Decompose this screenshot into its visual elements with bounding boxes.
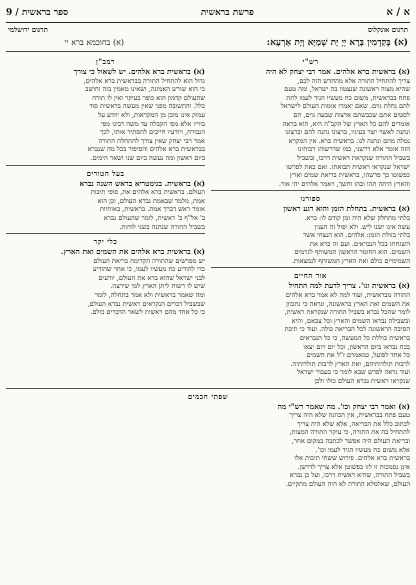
text-line: בשביל התורה שנתנה בשני לוחות. bbox=[119, 222, 205, 231]
text-line: שיש לו רשות ליתן הארץ למי שירצה. bbox=[110, 282, 205, 291]
text-line: כל אחד לפועל, כמאמרם ז"ל את השמים bbox=[306, 351, 410, 360]
section-divider bbox=[6, 165, 205, 166]
commentary-column-right bbox=[211, 54, 410, 386]
header-rule bbox=[6, 22, 410, 23]
text-line: ישראל שנקראו ראשית תבואתו. ואם באת לפרשו bbox=[286, 162, 410, 171]
ramban-title: רמב"ן bbox=[96, 57, 115, 66]
text-line: (א) בראשית וגו'. צריך לדעת למה התחיל bbox=[288, 282, 410, 291]
text-line: לסטים אתם שכבשתם ארצות שבעה גוים, הם bbox=[293, 110, 410, 119]
book-page-number: ספר בראשית / 9 bbox=[6, 7, 69, 18]
ramban-block bbox=[6, 68, 205, 163]
rashi-title: רש"י bbox=[302, 57, 319, 66]
baal-haturim-title: בעל הטורים bbox=[86, 168, 125, 178]
text-line: הגבורה, ויודעיו חייבים להסתיר אותו, לכך bbox=[100, 128, 205, 137]
text-line: כדי להודיע כח מעשיו לעמו, כי אחר שהודיע bbox=[92, 265, 205, 274]
text-line: שבשביל דברים הנקראים ראשית נברא העולם, bbox=[87, 299, 205, 308]
rashi-block bbox=[211, 68, 410, 188]
text-line: לכתוב כלל את הבריאה, אלא שלא היה צריך bbox=[297, 419, 410, 428]
section-divider bbox=[6, 388, 410, 389]
text-line: להם נחלת גוים. שאם יאמרו אומות העולם לישראל bbox=[280, 102, 410, 111]
text-line: אומרים להם כל הארץ של הקב"ה היא, הוא בראה bbox=[282, 119, 410, 128]
text-line: בכח נבראו ביום הראשון, וכל יום ויום יצאו bbox=[303, 342, 410, 351]
text-line: שנקראו ראשית נברא העולם כולו ולכן bbox=[314, 377, 410, 385]
yerushalmi-title: תרגום ירושלמי bbox=[8, 25, 48, 34]
commentary-column-left bbox=[6, 54, 205, 386]
text-line: גדול הוא להתחיל התורה בבראשית ברא אלהים, bbox=[83, 76, 205, 85]
text-line: ב' אל"ף ב' ראשית, לומר שהעולם נברא bbox=[103, 213, 205, 222]
yerushalmi-text: (א) בחוכמא ברא יי bbox=[64, 37, 124, 47]
text-line: עשה אינו ישנו ליש. ולא יפול זה הענין bbox=[314, 222, 410, 231]
text-line: לבני ישראל שהוא ברא את העולם, יודעים bbox=[98, 273, 205, 282]
page-header bbox=[6, 4, 410, 20]
targum-text-row bbox=[6, 35, 410, 49]
text-line: בלתי מתחלק שלא היה זמן קודם לו: ברא. bbox=[304, 213, 410, 222]
onkelos-text: (א) בְּקַדְמִין בְּרָא יְיָ יָת שְׁמַיָּא וְיָת אַרְעָא: bbox=[266, 37, 408, 48]
text-line: (א) בראשית ברא אלהים. אמר רבי יצחק לא היה bbox=[265, 68, 410, 76]
text-line: העולם, שאלמלא התורה לא היה העולם מתקיים. bbox=[285, 479, 410, 488]
text-line: התורה מבראשית, ועוד למה לא אמר ברא אלהים bbox=[285, 291, 410, 300]
sforno-title: ספורנו bbox=[300, 194, 321, 204]
kli-yakar-block bbox=[6, 248, 205, 317]
text-line: בלתי בזולת הזמן: אלהים. הוא הנצחי אשר bbox=[303, 231, 410, 240]
text-line: השמימיים כולם ואת הארץ המשותף לנמצאות. bbox=[291, 256, 410, 265]
text-line: הסיבה הראשונה לכל הבריאה כולה. ועוד כי תיבת bbox=[284, 325, 410, 334]
text-line: כי כל אחד מהם ראשית לשאר הדברים כולם. bbox=[90, 308, 205, 317]
text-line: בוריו אלא מפי הקבלה עד משה רבינו מפי bbox=[101, 119, 205, 128]
text-line: הזה אומר אלא דרשני, כמו שדרשוהו רבותינו bbox=[297, 145, 410, 154]
text-line: לרבות תולדותיהם, ואת הארץ לרבות תולדותיה. bbox=[290, 359, 410, 368]
text-line: ובשבילה נבראו השמים והארץ וכל צבאם, והיא bbox=[291, 316, 410, 325]
ohr-hachaim-title: אור החיים bbox=[294, 271, 327, 281]
text-line: יש מפרשים שהתורה הקדימה בריאת העולם bbox=[93, 256, 205, 265]
text-line: ועוד נראה לפרש שבא לומר כי בעבור ישראל bbox=[297, 368, 410, 377]
siftei-chachamim-title: שפתי חכמים bbox=[187, 391, 229, 401]
baal-haturim-block bbox=[6, 180, 205, 232]
text-line: אומר ראש דברך אמת. בראשית, באותיות bbox=[99, 205, 205, 214]
text-line: לומר שהכל נברא בשביל התורה שנקראת ראשית, bbox=[284, 308, 410, 317]
text-line: (א) בראשית ברא אלהים. יש לשאול כי צורך bbox=[73, 68, 205, 76]
text-line: כפשוטו כך פרשהו, בראשית בריאת שמים וארץ bbox=[289, 171, 410, 180]
section-divider bbox=[211, 190, 410, 191]
text-line: להתחיל בה את התורה, כי עיקר התורה המצות, bbox=[289, 428, 410, 437]
ohr-hachaim-block bbox=[211, 282, 410, 385]
text-line: את השמים ואת הארץ בראשונה, ונראה כי נתכוון bbox=[286, 299, 410, 308]
sforno-block bbox=[211, 205, 410, 265]
text-line: אמת, מלמד שבאמת נברא העולם, וכן הוא bbox=[97, 196, 205, 205]
text-line: כלל. והתשובה מפני שאין מעשה בראשית סוד bbox=[89, 102, 205, 111]
text-line: שהעולם קדמון הוא כופר בעיקר ואין לו תורה bbox=[92, 93, 205, 102]
section-divider bbox=[211, 267, 410, 268]
commentary-columns bbox=[6, 54, 410, 386]
parsha-title: פרשת בראשית bbox=[200, 7, 254, 18]
text-line: פתח בבראשית, משום כח מעשיו הגיד לעמו לתת bbox=[286, 93, 410, 102]
targum-divider bbox=[6, 51, 410, 52]
text-line: והארץ היתה תהו ובהו וחשך, ויאמר אלהים יהי אור. bbox=[278, 179, 410, 188]
text-line: אינן נסמכות זו לזו כפשוטן אלא צריך לדרשן. bbox=[297, 462, 410, 471]
text-line: ובריאת העולם היה אפשר לכתבה במקום אחר, bbox=[291, 436, 410, 445]
text-line: כי הוא שורש האמונה, ושאינו מאמין בזה וחושב bbox=[85, 85, 205, 94]
text-line: ומה שאמר בראשית ולא אמר בתחלה, לומר bbox=[94, 291, 205, 300]
targum-titles bbox=[6, 25, 410, 35]
text-line: ונתנה לאשר ישר בעיניו, ברצונו נתנה להם וברצונו bbox=[285, 128, 410, 137]
text-line: שהיא מצוה ראשונה שנצטוו בה ישראל, ומה טעם bbox=[284, 85, 410, 94]
text-line: השגחתו בכל הנבראים. ועם זה ברא את bbox=[309, 239, 410, 248]
text-line: בראשית ברא אלהים. פירוש ששתי תיבות אלו bbox=[294, 454, 410, 463]
text-line: בשביל התורה, שהיא ראשית דרכו, ועל כן נברא bbox=[289, 471, 410, 480]
text-line: (א) בראשית. בגימטריא בראש השנה נברא bbox=[79, 179, 205, 188]
text-line: (א) בראשית. בתחלת הזמן והוא רגע ראשון bbox=[283, 205, 410, 214]
section-divider bbox=[6, 233, 205, 234]
text-line: (א) ואמר רבי יצחק וכו'. מה שאמר רש"י מה bbox=[277, 402, 410, 411]
text-line: בשביל התורה שנקראת ראשית דרכו, ובשביל bbox=[297, 153, 410, 162]
text-line: בבראשית ברא אלהים והסיפור בכל מה שנברא bbox=[87, 145, 205, 154]
bottom-section bbox=[6, 392, 410, 489]
text-line: השמים. הוא החומר הראשון המשותף לגרמים bbox=[294, 248, 410, 257]
text-line: ביום ראשון ומה נעשה ביום שני ושאר הימים. bbox=[90, 153, 205, 162]
chapter-verse-marker: א / א bbox=[386, 6, 410, 18]
text-line: בראשית כוללת כל המעשה, כי כל הנבראים bbox=[299, 334, 410, 343]
text-line: צריך להתחיל התורה אלא מהחדש הזה לכם, bbox=[297, 76, 410, 85]
text-line: העולם. בראשית ברא אלהים את, סופי תיבות bbox=[90, 188, 205, 197]
text-line: נטלה מהם ונתנה לנו. בראשית ברא. אין המקרא bbox=[288, 136, 410, 145]
text-line: (א) בראשית ברא אלהים את השמים ואת הארץ. bbox=[60, 248, 205, 257]
siftei-chachamim-block bbox=[6, 403, 410, 489]
text-line: עמוק אינו מובן מן המקראות, ולא יוודע על bbox=[98, 110, 205, 119]
kli-yakar-title: כלי יקר bbox=[93, 237, 118, 247]
onkelos-title: תרגום אונקלוס bbox=[368, 25, 408, 34]
text-line: אלא משום כח מעשיו הגיד לעמו וכו'. bbox=[315, 445, 410, 454]
text-line: אמר רבי יצחק שאין צורך להתחלת התורה bbox=[98, 136, 205, 145]
text-line: טעם פתח בבראשית, אין הכוונה שלא היה צריך bbox=[289, 411, 410, 420]
